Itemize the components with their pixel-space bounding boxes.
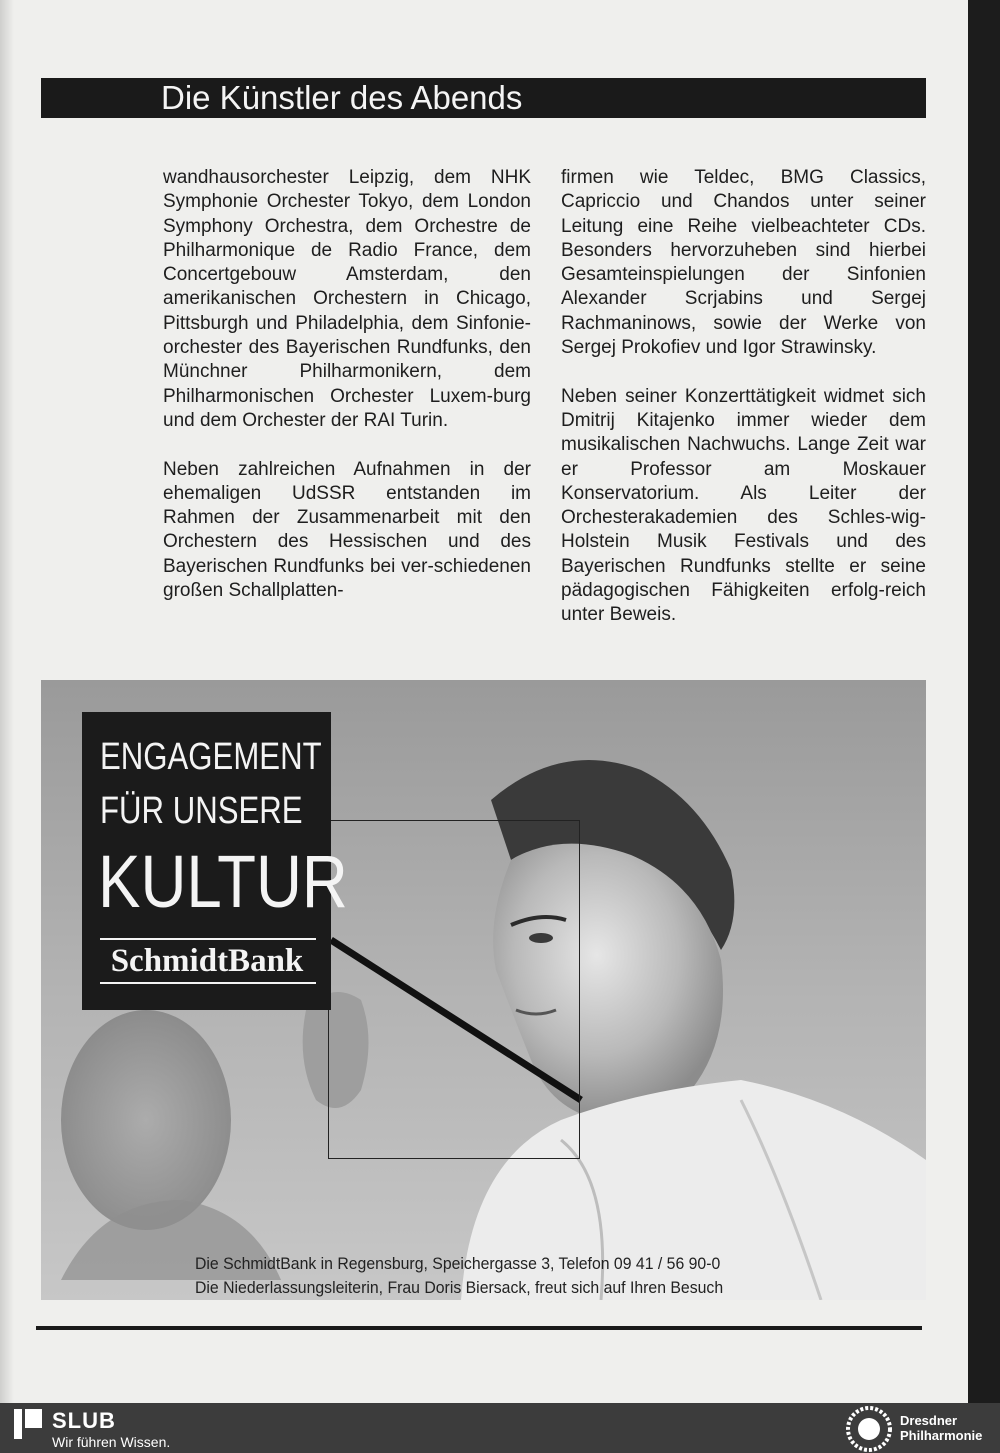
slogan-box [82,712,348,1010]
slogan-line-2: FÜR UNSERE [100,790,303,832]
dp-name-line-2: Philharmonie [900,1428,983,1443]
slub-name: SLUB [52,1408,116,1433]
paragraph: wandhausorchester Leipzig, dem NHK Symphonie Orchester Tokyo, dem London Symphony Orchestra, dem Orchestre de Philharmonique de Radio France, dem Concertgebouw Amsterdam, den amerikanischen Orchestern in Chicago, Pittsburgh und Philadelphia, dem Sinfonie-orchester des Bayerischen Rundfunks, den Münchner Philharmonikern, dem Philharmonischen Orchester Luxem-burg und dem Orchester der RAI Turin. [163,167,531,431]
schmidtbank-logo: SchmidtBank [110,943,304,979]
logo-rule-bottom [100,982,316,984]
slogan-line-1: ENGAGEMENT [100,736,322,778]
dp-name-line-1: Dresdner [900,1413,958,1428]
slogan-line-3: KULTUR [98,840,348,923]
dresdner-philharmonie-name [900,1413,982,1443]
scan-edge [968,0,1000,1403]
text-column-left [163,166,531,628]
schmidtbank-advertisement [41,680,926,1300]
text-column-right [561,166,926,652]
bottom-rule [36,1326,922,1330]
photo-frame [328,820,580,1159]
section-header-bar [41,78,926,118]
paragraph: Neben zahlreichen Aufnahmen in der ehemaligen UdSSR entstanden im Rahmen der Zusammenarbeit mit den Orchestern des Hessischen und des Bayerischen Rundfunks bei ver-schiedenen großen Schallplatten- [163,458,531,602]
archive-footer-bar [0,1403,1000,1453]
ad-contact-line: Die Niederlassungsleiterin, Frau Doris Biersack, freut sich auf Ihren Besuch [195,1278,724,1297]
slub-logo-icon [14,1409,42,1439]
slub-tagline: Wir führen Wissen. [52,1434,171,1450]
dresdner-philharmonie-logo-icon [846,1406,892,1452]
paragraph: firmen wie Teldec, BMG Classics, Capriccio und Chandos unter seiner Leitung eine Reihe vielbeachteter CDs. Besonders hervorzuheben sind hierbei Gesamteinspielungen der Sinfonien Alexander Scrjabins und Sergej Rachmaninows, sowie der Werke von Sergej Prokofiev und Igor Strawinsky. [561,167,926,359]
ad-address-line: Die SchmidtBank in Regensburg, Speichergasse 3, Telefon 09 41 / 56 90-0 [195,1254,721,1273]
section-title: Die Künstler des Abends [161,79,523,116]
page-fold-shadow [0,0,14,1403]
paragraph: Neben seiner Konzerttätigkeit widmet sich Dmitrij Kitajenko immer wieder dem musikalischen Nachwuchs. Lange Zeit war er Professor am Moskauer Konservatorium. Als Leiter der Orchesterakademien des Schles-wig-Holstein Musik Festivals und des Bayerischen Rundfunks stellte er seine pädagogischen Fähigkeiten erfolg-reich unter Beweis. [561,385,926,626]
